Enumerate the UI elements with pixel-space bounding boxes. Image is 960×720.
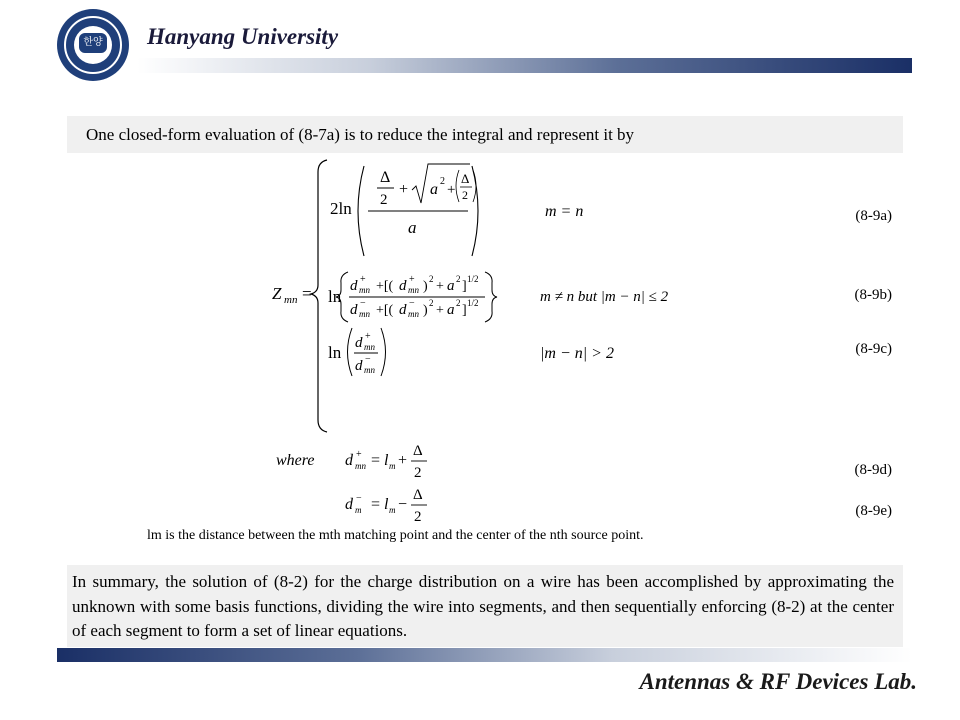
- logo-center-text: 한양: [79, 33, 107, 53]
- equation-8-9e: [345, 487, 427, 525]
- svg-text:+[(: +[(: [376, 279, 394, 294]
- svg-text:2: 2: [429, 298, 434, 308]
- svg-text:=: =: [371, 452, 381, 469]
- svg-text:+: +: [399, 181, 409, 198]
- lhs-subscript: mn: [284, 294, 298, 306]
- svg-text:a: a: [447, 302, 455, 318]
- svg-text:l: l: [384, 496, 389, 513]
- svg-text:mn: mn: [355, 461, 366, 471]
- svg-text:d: d: [399, 278, 407, 294]
- case-a-condition: m = n: [545, 203, 584, 220]
- equation-8-9b: [328, 272, 497, 322]
- eq-number-8-9c: (8-9c): [855, 341, 892, 357]
- svg-text:2: 2: [456, 274, 461, 284]
- svg-text:d: d: [399, 302, 407, 318]
- where-label: where: [276, 452, 315, 469]
- svg-text:): ): [423, 303, 428, 318]
- svg-text:a: a: [408, 218, 417, 237]
- svg-text:d: d: [350, 278, 358, 294]
- svg-text:−: −: [398, 496, 408, 513]
- svg-text:ln: ln: [328, 343, 342, 362]
- svg-text:+: +: [409, 274, 415, 285]
- svg-text:m: m: [389, 461, 396, 471]
- eq-number-8-9b: (8-9b): [854, 287, 892, 303]
- svg-text:a: a: [430, 181, 438, 198]
- svg-text:mn: mn: [364, 365, 375, 375]
- svg-text:d: d: [345, 452, 353, 469]
- svg-text:Δ: Δ: [380, 169, 391, 186]
- svg-text:m: m: [355, 505, 362, 515]
- lab-name: Antennas & RF Devices Lab.: [639, 669, 917, 694]
- svg-text:ln: ln: [328, 287, 342, 306]
- svg-text:2: 2: [440, 176, 445, 187]
- svg-text:m: m: [389, 505, 396, 515]
- svg-text:Δ: Δ: [413, 487, 423, 503]
- svg-text:mn: mn: [359, 309, 370, 319]
- svg-text:−: −: [356, 493, 362, 504]
- case-b-condition: m ≠ n but |m − n| ≤ 2: [540, 289, 669, 305]
- svg-text:+: +: [360, 274, 366, 285]
- equation-8-9c: [328, 328, 386, 376]
- svg-text:−: −: [360, 298, 366, 309]
- svg-text:1/2: 1/2: [467, 298, 479, 308]
- equation-8-9d: [345, 443, 427, 481]
- lhs-symbol: Z: [272, 284, 282, 303]
- svg-text:2: 2: [414, 465, 422, 481]
- svg-text:d: d: [345, 496, 353, 513]
- svg-text:+: +: [356, 449, 362, 460]
- cases-brace: [311, 160, 327, 432]
- svg-text:]: ]: [462, 279, 467, 294]
- svg-text:mn: mn: [359, 285, 370, 295]
- svg-text:d: d: [355, 335, 363, 351]
- svg-text:mn: mn: [408, 285, 419, 295]
- svg-text:mn: mn: [364, 342, 375, 352]
- svg-text:2: 2: [414, 509, 422, 525]
- svg-text:2: 2: [429, 274, 434, 284]
- footer-gradient-bar: [57, 648, 912, 662]
- svg-text:+: +: [436, 279, 444, 294]
- svg-text:d: d: [355, 358, 363, 374]
- svg-text:d: d: [350, 302, 358, 318]
- eq-number-8-9e: (8-9e): [855, 503, 892, 519]
- svg-text:l: l: [384, 452, 389, 469]
- svg-text:2: 2: [456, 298, 461, 308]
- svg-text:Δ: Δ: [413, 443, 423, 459]
- svg-text:−: −: [409, 298, 415, 309]
- svg-text:]: ]: [462, 303, 467, 318]
- eq-number-8-9d: (8-9d): [854, 462, 892, 478]
- svg-text:2: 2: [380, 192, 388, 208]
- svg-text:+: +: [447, 182, 456, 198]
- svg-text:mn: mn: [408, 309, 419, 319]
- eq-number-8-9a: (8-9a): [855, 208, 892, 224]
- svg-text:+[(: +[(: [376, 303, 394, 318]
- svg-text:): ): [423, 279, 428, 294]
- svg-text:+: +: [436, 303, 444, 318]
- svg-text:2ln: 2ln: [330, 199, 352, 218]
- svg-text:1/2: 1/2: [467, 274, 479, 284]
- university-title: Hanyang University: [147, 24, 339, 49]
- summary-paragraph: In summary, the solution of (8-2) for the charge distribution on a wire has been accomplished by approximating the unknown with some basis functions, dividing the wire into segments, and then sequentially enforcing (8-2) at the center of each segment to form a set of linear equations.: [72, 572, 894, 640]
- distance-note: lm is the distance between the mth matching point and the center of the nth source point.: [147, 528, 644, 543]
- svg-text:−: −: [365, 354, 371, 365]
- intro-text: One closed-form evaluation of (8-7a) is to reduce the integral and represent it by: [86, 125, 635, 144]
- lhs-equals: =: [302, 284, 312, 303]
- case-c-condition: |m − n| > 2: [540, 345, 614, 362]
- svg-text:Δ: Δ: [461, 171, 470, 186]
- svg-text:=: =: [371, 496, 381, 513]
- svg-text:+: +: [365, 331, 371, 342]
- svg-text:+: +: [398, 452, 408, 469]
- svg-text:a: a: [447, 278, 455, 294]
- equation-8-9a: [330, 164, 478, 256]
- svg-text:2: 2: [462, 188, 468, 202]
